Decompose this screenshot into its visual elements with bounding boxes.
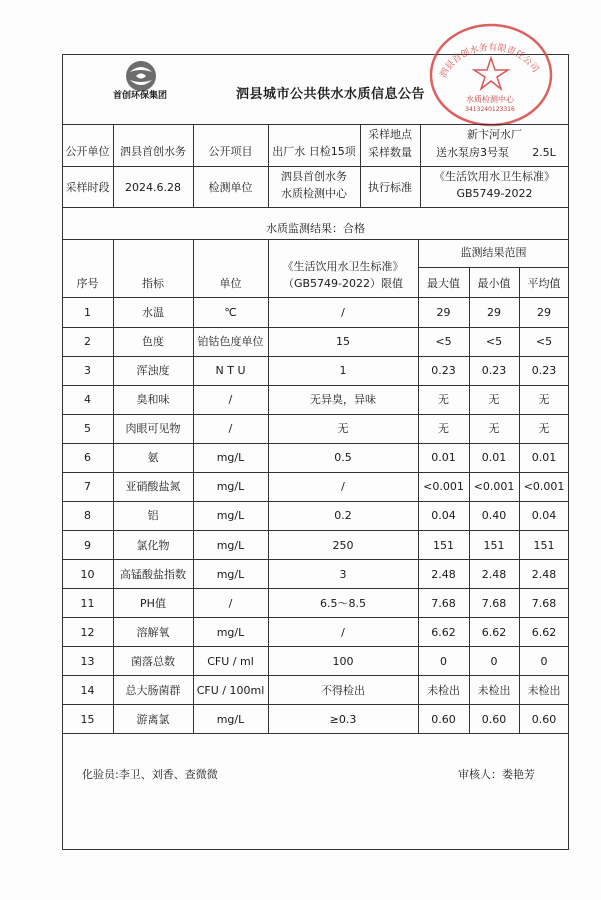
cell-limit: 0.5 (334, 451, 352, 464)
cell-max: 无 (438, 393, 449, 406)
cell-unit: mg/L (216, 480, 245, 493)
cell-max: 0.04 (431, 509, 456, 522)
cell-no: 6 (84, 451, 91, 464)
cell-unit: N T U (215, 364, 246, 377)
cell-limit: / (341, 626, 345, 639)
rule (62, 207, 569, 208)
cell-avg: 0.23 (531, 364, 557, 377)
cell-min: 2.48 (481, 568, 507, 581)
cell-max: <5 (435, 335, 452, 348)
cell-avg: 无 (538, 393, 550, 406)
rule (62, 443, 569, 444)
cell-unit: mg/L (216, 509, 245, 522)
cell-indicator: 氯化物 (136, 539, 170, 552)
cell-avg: 0.60 (531, 713, 557, 726)
rule (62, 472, 569, 473)
header-avg: 平均值 (527, 277, 561, 290)
cell-max: <0.001 (423, 480, 464, 493)
rule (62, 675, 569, 676)
cell-avg: 0.01 (531, 451, 557, 464)
cell-max: 151 (433, 539, 454, 552)
cell-unit: CFU / ml (207, 655, 254, 668)
cell-limit: ≥0.3 (329, 713, 357, 726)
cell-unit: mg/L (216, 451, 245, 464)
rule (62, 297, 569, 298)
cell-min: 6.62 (481, 626, 507, 639)
rule (62, 356, 569, 357)
cell-no: 12 (80, 626, 95, 639)
cell-avg: 7.68 (531, 597, 557, 610)
cell-unit: / (228, 393, 233, 406)
cell-limit: 6.5～8.5 (320, 597, 366, 610)
header-max: 最大值 (427, 277, 460, 290)
cell-no: 13 (80, 655, 95, 668)
cell-indicator: 亚硝酸盐氮 (125, 480, 181, 493)
monitoring-result: 水质监测结果：合格 (266, 222, 365, 235)
cell-limit: 不得检出 (321, 684, 365, 697)
rule (62, 239, 569, 240)
cell-min: 0.40 (481, 509, 507, 522)
cell-avg: 2.48 (531, 568, 557, 581)
red-seal-stamp (426, 20, 556, 130)
cell-indicator: 溶解氧 (136, 626, 170, 639)
cell-no: 7 (84, 480, 91, 493)
project-value: 出厂水 日检15项 (272, 145, 356, 158)
cell-limit: 3 (339, 568, 347, 581)
cell-max: 7.68 (431, 597, 456, 610)
cell-avg: 0 (540, 655, 548, 668)
cell-no: 14 (80, 684, 95, 697)
rule (62, 414, 569, 415)
rule (62, 327, 569, 328)
cell-min: 0.23 (481, 364, 507, 377)
seal-code: 3413240123316 (465, 106, 515, 113)
header-indicator: 指标 (142, 277, 164, 290)
standard-line2: GB5749-2022 (456, 187, 533, 200)
cell-unit: mg/L (216, 568, 245, 581)
cell-no: 4 (84, 393, 91, 406)
cell-unit: mg/L (216, 539, 245, 552)
cell-min: 29 (487, 306, 501, 319)
cell-indicator: 色度 (142, 335, 164, 348)
sampling-site-detail: 送水泵房3号泵 (436, 146, 509, 159)
cell-avg: 无 (538, 422, 550, 435)
cell-min: <0.001 (473, 480, 515, 493)
cell-indicator: 浑浊度 (136, 364, 170, 377)
rule (62, 646, 569, 647)
inspectors: 化验员:李卫、刘香、查微微 (82, 768, 218, 781)
cell-indicator: 肉眼可见物 (125, 422, 181, 435)
cell-indicator: 水温 (142, 306, 164, 319)
sampling-date-value: 2024.6.28 (125, 181, 181, 194)
cell-unit: mg/L (216, 713, 245, 726)
rule (62, 166, 569, 167)
sampling-date-label: 采样时段 (65, 181, 110, 194)
rule (62, 733, 569, 734)
sampling-site-value: 新卞河水厂 (467, 128, 522, 141)
cell-indicator: 游离氯 (136, 713, 170, 726)
seal-subtext: 水质检测中心 (466, 95, 514, 104)
test-unit-line2: 水质检测中心 (281, 187, 347, 200)
rule (113, 124, 114, 207)
cell-max: 0.60 (431, 713, 456, 726)
cell-min: 无 (488, 393, 500, 406)
cell-limit: 1 (339, 364, 347, 377)
header-limit-line2: （GB5749-2022）限值 (282, 277, 404, 290)
cell-no: 10 (80, 568, 95, 581)
rule (62, 559, 569, 560)
header-limit-line1: 《生活饮用水卫生标准》 (282, 260, 404, 273)
cell-max: 0.01 (431, 451, 456, 464)
cell-limit: 15 (336, 335, 350, 348)
cell-max: 0.23 (431, 364, 456, 377)
rule (62, 530, 569, 531)
cell-min: <5 (485, 335, 503, 348)
cell-avg: 151 (533, 539, 555, 552)
cell-no: 5 (84, 422, 91, 435)
cell-max: 无 (438, 422, 449, 435)
cell-min: 0 (490, 655, 498, 668)
header-no: 序号 (76, 277, 99, 290)
cell-indicator: 氨 (147, 451, 159, 464)
cell-unit: / (228, 422, 233, 435)
cell-no: 11 (80, 597, 95, 610)
cell-unit: ℃ (224, 306, 237, 319)
rule (62, 588, 569, 589)
cell-max: 0 (440, 655, 447, 668)
sampling-qty-label: 采样数量 (368, 146, 412, 159)
cell-limit: / (341, 480, 345, 493)
cell-no: 9 (84, 539, 91, 552)
header-unit: 单位 (219, 277, 242, 290)
publisher-value: 泗县首创水务 (120, 145, 186, 158)
cell-min: 7.68 (481, 597, 507, 610)
logo-text: 首创环保集团 (112, 91, 167, 101)
cell-limit: 无异臭，异味 (310, 393, 376, 406)
cell-no: 15 (80, 713, 95, 726)
cell-avg: <5 (535, 335, 553, 348)
header-min: 最小值 (477, 277, 511, 290)
reviewer: 审核人：娄艳芳 (458, 768, 535, 781)
rule (193, 124, 194, 207)
cell-indicator: PH值 (140, 597, 166, 610)
cell-indicator: 总大肠菌群 (125, 684, 181, 697)
cell-indicator: 高锰酸盐指数 (120, 568, 186, 581)
cell-max: 29 (436, 306, 451, 319)
cell-unit: / (228, 597, 233, 610)
cell-avg: <0.001 (523, 480, 565, 493)
cell-no: 8 (84, 509, 91, 522)
seal-text: 泗县首创水务有限责任公司 (438, 43, 541, 80)
rule (418, 267, 569, 268)
test-unit-label: 检测单位 (208, 181, 253, 194)
rule (62, 501, 569, 502)
cell-min: 0.01 (481, 451, 507, 464)
cell-max: 6.62 (431, 626, 456, 639)
standard-label: 执行标准 (368, 181, 412, 194)
test-unit-line1: 泗县首创水务 (281, 170, 347, 183)
sampling-qty-value: 2.5L (532, 146, 556, 159)
sampling-site-label: 采样地点 (368, 128, 412, 141)
cell-unit: CFU / 100ml (196, 684, 265, 697)
cell-indicator: 臭和味 (136, 393, 170, 406)
cell-max: 未检出 (427, 684, 460, 697)
cell-unit: mg/L (216, 626, 245, 639)
cell-no: 1 (84, 306, 91, 319)
page-title: 泗县城市公共供水水质信息公告 (236, 87, 426, 102)
cell-min: 151 (483, 539, 505, 552)
cell-unit: 铂钴色度单位 (197, 335, 264, 348)
cell-avg: 6.62 (531, 626, 557, 639)
cell-limit: 100 (332, 655, 354, 668)
cell-avg: 未检出 (527, 684, 561, 697)
rule (62, 617, 569, 618)
rule (62, 124, 569, 125)
svg-text:泗县首创水务有限责任公司 (438, 41, 541, 79)
cell-limit: / (341, 306, 345, 319)
cell-min: 未检出 (477, 684, 511, 697)
cell-indicator: 铝 (147, 509, 159, 522)
cell-indicator: 菌落总数 (131, 655, 175, 668)
cell-limit: 250 (332, 539, 354, 552)
cell-min: 无 (488, 422, 500, 435)
rule (62, 385, 569, 386)
cell-avg: 0.04 (531, 509, 557, 522)
publisher-label: 公开单位 (65, 145, 110, 158)
cell-min: 0.60 (481, 713, 507, 726)
cell-max: 2.48 (431, 568, 456, 581)
cell-no: 3 (84, 364, 91, 377)
rule (62, 704, 569, 705)
header-range: 监测结果范围 (460, 246, 527, 259)
cell-no: 2 (84, 335, 91, 348)
standard-line1: 《生活饮用水卫生标准》 (434, 170, 555, 183)
cell-avg: 29 (537, 306, 551, 319)
cell-limit: 无 (337, 422, 349, 435)
cell-limit: 0.2 (334, 509, 352, 522)
project-label: 公开项目 (208, 145, 253, 158)
